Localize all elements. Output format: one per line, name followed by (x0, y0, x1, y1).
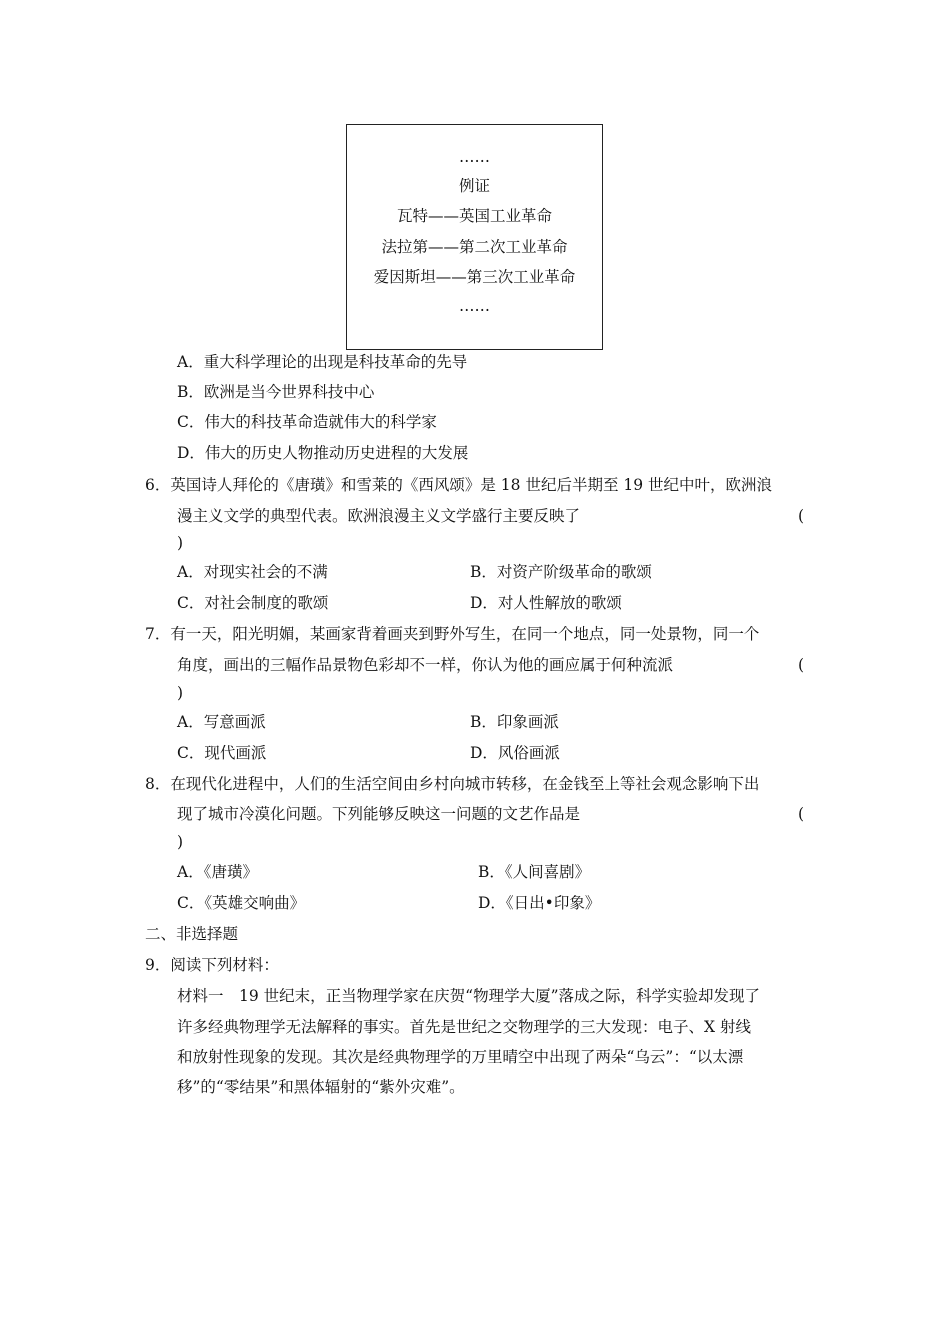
q8-stem-line1: 8．在现代化进程中，人们的生活空间由乡村向城市转移，在金钱至上等社会观念影响下出 (145, 775, 760, 793)
q7-stem-line1: 7．有一天，阳光明媚，某画家背着画夹到野外写生，在同一个地点，同一处景物，同一个 (145, 625, 760, 643)
box-heading: 例证 (458, 177, 490, 195)
q9-material1-line4: 移”的“零结果”和黑体辐射的“紫外灾难”。 (177, 1078, 465, 1096)
box-line-einstein: 爱因斯坦——第三次工业革命 (373, 268, 576, 286)
q7-option-b: B．印象画派 (470, 713, 559, 731)
q6-option-b: B．对资产阶级革命的歌颂 (470, 563, 652, 581)
q8-option-c: C．《英雄交响曲》 (177, 894, 306, 912)
q6-stem-line2: 漫主义文学的典型代表。欧洲浪漫主义文学盛行主要反映了 (177, 507, 581, 525)
box-ellipsis-top: …… (459, 148, 490, 166)
q6-option-c: C．对社会制度的歌颂 (177, 594, 329, 612)
q8-option-b: B．《人间喜剧》 (478, 863, 591, 881)
q7-answer-paren-open: ( (798, 656, 805, 674)
q7-stem-line2: 角度，画出的三幅作品景物色彩却不一样，你认为他的画应属于何种流派 (177, 656, 674, 674)
q9-material1-line2: 许多经典物理学无法解释的事实。首先是世纪之交物理学的三大发现：电子、X 射线 (177, 1018, 751, 1036)
q7-option-c: C．现代画派 (177, 744, 267, 762)
q5-option-c: C．伟大的科技革命造就伟大的科学家 (177, 413, 437, 431)
q6-answer-paren-close: ) (177, 534, 184, 552)
example-box (346, 124, 603, 350)
q8-stem-line2: 现了城市冷漠化问题。下列能够反映这一问题的文艺作品是 (177, 805, 581, 823)
q7-answer-paren-close: ) (177, 684, 184, 702)
q7-option-d: D．风俗画派 (470, 744, 560, 762)
q5-option-b: B．欧洲是当今世界科技中心 (177, 383, 375, 401)
q8-option-d: D．《日出•印象》 (478, 894, 601, 912)
q8-answer-paren-open: ( (798, 805, 805, 823)
q6-answer-paren-open: ( (798, 507, 805, 525)
box-ellipsis-bottom: …… (459, 297, 490, 315)
q9-stem: 9．阅读下列材料： (145, 956, 279, 974)
box-line-faraday: 法拉第——第二次工业革命 (381, 238, 568, 256)
q8-answer-paren-close: ) (177, 833, 184, 851)
q9-material1-line1: 材料一 19 世纪末，正当物理学家在庆贺“物理学大厦”落成之际，科学实验却发现了 (177, 987, 761, 1005)
q8-option-a: A．《唐璜》 (177, 863, 258, 881)
q6-stem-line1: 6．英国诗人拜伦的《唐璜》和雪莱的《西风颂》是 18 世纪后半期至 19 世纪中叶，欧洲浪 (145, 476, 773, 494)
q5-option-d: D．伟大的历史人物推动历史进程的大发展 (177, 444, 469, 462)
section-title: 二、非选择题 (145, 925, 239, 943)
q6-option-a: A．对现实社会的不满 (177, 563, 328, 581)
q7-option-a: A．写意画派 (177, 713, 266, 731)
q9-material1-line3: 和放射性现象的发现。其次是经典物理学的万里晴空中出现了两朵“乌云”：“以太漂 (177, 1048, 744, 1066)
box-line-watt: 瓦特——英国工业革命 (396, 207, 552, 225)
q5-option-a: A．重大科学理论的出现是科技革命的先导 (177, 353, 468, 371)
q6-option-d: D．对人性解放的歌颂 (470, 594, 622, 612)
